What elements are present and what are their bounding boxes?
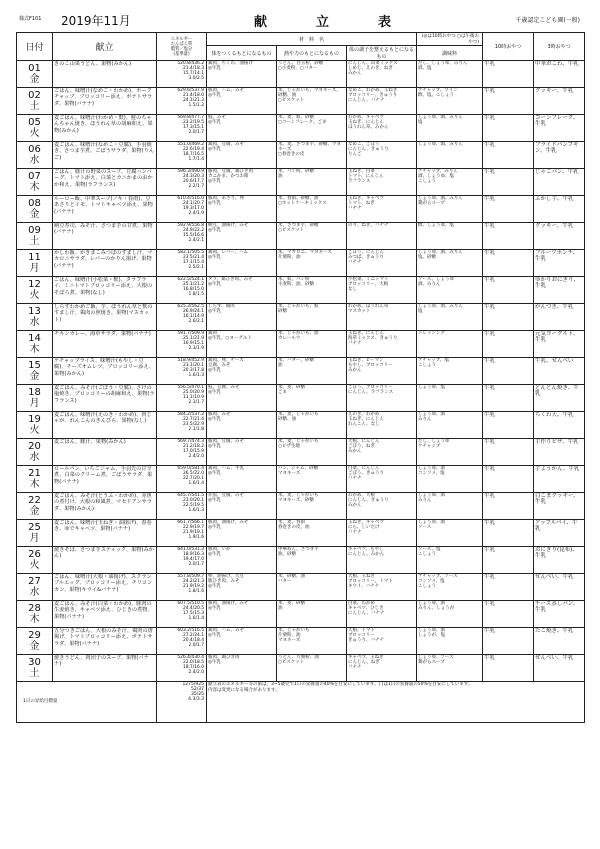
day-snack3: クッキー、牛乳 [534, 88, 585, 115]
menu-table [16, 32, 585, 723]
day-red-ingredients: 豚肉、油揚げ、みそ ◎牛乳 [207, 520, 277, 547]
day-yellow-ingredients: 米、さつま芋、砂糖 ○ビスケット [277, 223, 347, 250]
day-date-cell [17, 277, 53, 304]
day-snack10: 牛乳 [483, 88, 534, 115]
day-date-cell [17, 223, 53, 250]
day-snack3: フライドパンプキン、牛乳 [534, 142, 585, 169]
footer-label: 1日の昇給目標量 [17, 682, 157, 723]
day-green-ingredients: 白菜、わかめ キャベツ、ひじき にんじん、バナナ [347, 601, 417, 628]
menu-row [17, 223, 585, 250]
day-weekday: 水 [29, 317, 40, 328]
day-number: 11 [28, 252, 41, 263]
day-green-ingredients: 玉ねぎ、キャベツ トマト、ねぎ バナナ [347, 196, 417, 223]
day-date-cell [17, 655, 53, 682]
day-green-ingredients: キャベツ、もやし にんじん、みかん [347, 547, 417, 574]
day-date-cell [17, 169, 53, 196]
day-snack10: 牛乳 [483, 61, 534, 88]
day-snack3: 白ごまクッキー、牛乳 [534, 493, 585, 520]
day-weekday: 月 [29, 263, 40, 274]
day-seasoning: しょうゆ、酒 コンソメ、塩 [417, 466, 483, 493]
day-green-ingredients: 玉ねぎ、ピーマン もやし、ブロッコリー みかん [347, 358, 417, 385]
day-weekday: 土 [29, 101, 40, 112]
month-label: 2019年11月 [61, 14, 131, 28]
day-weekday: 水 [29, 452, 40, 463]
day-weekday: 金 [29, 371, 40, 382]
day-snack3: 手作りピザ、牛乳 [534, 439, 585, 466]
day-weekday: 土 [29, 668, 40, 679]
day-snack3: おにぎり(昆布)、牛乳 [534, 547, 585, 574]
day-snack10: 牛乳 [483, 574, 534, 601]
day-snack3: どんどん焼き、牛乳 [534, 385, 585, 412]
day-snack3: アップルパイ、牛乳 [534, 520, 585, 547]
day-snack3: じゃこパン、牛乳 [534, 169, 585, 196]
day-red-ingredients: しらす、鶏肉 ◎牛乳 [207, 304, 277, 331]
day-menu: ごはん、豚汁の野菜のスープ、豆腐ハンバーグ、トマト添え、白菜とカニかまのおかか和え、果物(ラフランス) [53, 169, 157, 196]
menu-row [17, 466, 585, 493]
day-number: 14 [28, 333, 41, 344]
menu-row [17, 601, 585, 628]
day-red-ingredients: 豚肉、いか ◎牛乳 [207, 547, 277, 574]
col-menu: 献立 [53, 33, 157, 61]
day-date-cell [17, 331, 53, 358]
day-snack10: 牛乳 [483, 493, 534, 520]
day-menu: ロールパン、いちごジャム、手羽先の甘辛煮、白菜のクリーム煮、ごぼうサラダ、果物(バナナ) [53, 466, 157, 493]
day-snack10: 牛乳 [483, 385, 534, 412]
day-snack10: 牛乳 [483, 277, 534, 304]
day-nutrition: 596.3/490.9 24.3/20.3 20.6/17.7 2.2/1.7 [157, 169, 207, 196]
day-green-ingredients: 大根、玉ねぎ ブロッコリー、トマト キウイ、バナナ [347, 574, 417, 601]
day-date-cell [17, 142, 53, 169]
day-snack10: 牛乳 [483, 196, 534, 223]
day-number: 19 [28, 414, 41, 425]
menu-row [17, 250, 585, 277]
day-snack3: ゆかりおにぎり、牛乳 [534, 277, 585, 304]
day-red-ingredients: 豚肉、豆腐、みそ ◎牛乳 [207, 439, 277, 466]
menu-row [17, 88, 585, 115]
day-seasoning: ケチャップ、ワイン 酢、塩、こしょう [417, 88, 483, 115]
day-snack3: 芋ようかん、牛乳 [534, 466, 585, 493]
day-weekday: 火 [29, 290, 40, 301]
day-date-cell [17, 466, 53, 493]
day-red-ingredients: 鮭、みそ ◎牛乳 [207, 115, 277, 142]
day-date-cell [17, 439, 53, 466]
day-yellow-ingredients: 米、じゃがいも、油 カレールウ [277, 331, 347, 358]
day-menu: ケチャップライス、味噌汁(もやし・豆腐)、チーズオムレツ、ブロッコリー添え、果物(みかん) [53, 358, 157, 385]
day-yellow-ingredients: 中華めん、さつま芋 油、砂糖 [277, 547, 347, 574]
menu-row [17, 115, 585, 142]
day-green-ingredients: 白菜、にんじん ごぼう、きゅうり バナナ [347, 466, 417, 493]
day-yellow-ingredients: 米、麦、じゃがいも 砂糖、油 [277, 412, 347, 439]
day-seasoning: 酢、しょうゆ、塩 [417, 223, 483, 250]
day-menu: 焼きそば、さつま芋スティック、果物(みかん) [53, 547, 157, 574]
day-green-ingredients: キャベツ、玉ねぎ にんじん、ねぎ バナナ [347, 655, 417, 682]
day-red-ingredients: 豚肉、みそ ◎牛乳 [207, 412, 277, 439]
day-snack3: 牛乳、せんべい [534, 358, 585, 385]
menu-row [17, 655, 585, 682]
day-red-ingredients: 鮭、豆腐、みそ ◎牛乳 [207, 385, 277, 412]
menu-row [17, 385, 585, 412]
day-red-ingredients: 豚肉、あさり、卵 ◎牛乳 [207, 196, 277, 223]
day-green-ingredients: 小松菜、ミニトマト ブロッコリー、大根 なし [347, 277, 417, 304]
day-nutrition: 625.3/562.5 26.9/24.1 16.1/14.9 2.6/2.1 [157, 304, 207, 331]
menu-row [17, 169, 585, 196]
day-nutrition: 610.4/516.0 24.1/20.7 19.3/17.0 2.4/1.9 [157, 196, 207, 223]
day-snack3: チーズ蒸しパン、牛乳 [534, 601, 585, 628]
day-red-ingredients: 鶏肉、卵、チーズ 豆腐、みそ ◎牛乳 [207, 358, 277, 385]
day-yellow-ingredients: 米、砂糖、油 バター [277, 574, 347, 601]
day-seasoning: しょうゆ、酒 みりん [417, 493, 483, 520]
col-date: 日付 [17, 33, 53, 61]
day-nutrition: 582.1/505.5 23.5/21.4 17.1/15.4 2.5/2.1 [157, 250, 207, 277]
menu-row [17, 61, 585, 88]
day-menu: 麦ごはん、豚汁、果物(みかん) [53, 439, 157, 466]
day-snack3: コーンフレーク、牛乳 [534, 115, 585, 142]
day-menu: 納豆寿司、みそ汁、さつま芋の甘煮、果物(バナナ) [53, 223, 157, 250]
day-date-cell [17, 493, 53, 520]
day-snack10: 牛乳 [483, 466, 534, 493]
day-snack10: 牛乳 [483, 655, 534, 682]
menu-row [17, 628, 585, 655]
day-nutrition: 592.9/556.8 24.9/22.2 15.5/16.6 2.4/2.1 [157, 223, 207, 250]
menu-row [17, 520, 585, 547]
day-yellow-ingredients: 米、麦、砂糖 油 [277, 601, 347, 628]
day-seasoning: ドレッシング [417, 331, 483, 358]
day-nutrition: 607.5/510.5 24.4/20.5 17.5/15.3 1.6/1.4 [157, 601, 207, 628]
day-red-ingredients: 鶏肉、レバー、ハム ◎牛乳 [207, 250, 277, 277]
day-menu: ごはん、味噌汁(大根・油揚げ)、スクランブルエッグ、ブロッコリー添え、チリコンカン、果物(キウイ&バナナ) [53, 574, 157, 601]
day-weekday: 火 [29, 425, 40, 436]
day-menu: 五分つきごはん、大根のみそ汁、鶏肉の唐揚げ、トマトブロッコリー添え、ポテトサラダ、果物(バナナ) [53, 628, 157, 655]
day-green-ingredients: 大根、トマト ブロッコリー きゅうり、バナナ [347, 628, 417, 655]
day-number: 01 [28, 63, 41, 74]
menu-body [17, 61, 585, 682]
day-yellow-ingredients: 米、麦、砂糖 ごま [277, 385, 347, 412]
day-red-ingredients: 卵、油揚げ、大豆 豚ひき肉、みそ ◎牛乳 [207, 574, 277, 601]
day-menu: かしわ飯、かきまこみつばのすまし汁、マカロニサラダ、レバーのかりん揚げ、果物(バナナ) [53, 250, 157, 277]
day-number: 21 [28, 468, 41, 479]
day-menu: 麦ごはん、みそ汁(白菜・わかめ)、豚肉の生姜焼き、キャベツ添え、ひじきの煮物、果物(バナナ) [53, 601, 157, 628]
col-red: 体をつくるもとになるもの [207, 46, 277, 61]
day-snack10: 牛乳 [483, 628, 534, 655]
day-weekday: 金 [29, 506, 40, 517]
day-menu: 麦ごはん、みそ汁(とうふ・わかめ)、赤魚の煮付け、大根の和風煮、マセドアンサラダ、果物(みかん) [53, 493, 157, 520]
menu-row [17, 142, 585, 169]
day-date-cell [17, 574, 53, 601]
day-snack10: 牛乳 [483, 331, 534, 358]
day-menu: ルーロー飯、中華スープ(ノキ・春雨)、豆あさりとイモ、トマトキャベツ添え、果物(バナナ) [53, 196, 157, 223]
day-number: 07 [28, 171, 41, 182]
menu-row [17, 412, 585, 439]
day-red-ingredients: 鶏肉 ◎牛乳、○ヨーグルト [207, 331, 277, 358]
day-menu: きのこ山菜うどん、果物(みかん) [53, 61, 157, 88]
day-green-ingredients: 玉ねぎ、にんじん 海草ミックス、きゅうり バナナ [347, 331, 417, 358]
day-nutrition: 584.2/537.2 22.7/21.4 23.5/22.9 2.1/1.8 [157, 412, 207, 439]
day-yellow-ingredients: 米、マカロニ、マヨネーズ 片栗粉、油 [277, 250, 347, 277]
day-seasoning: しょうゆ、酒、みりん [417, 142, 483, 169]
day-yellow-ingredients: 米、春雨、砂糖、油 ○ホットケーキミックス [277, 196, 347, 223]
day-number: 06 [28, 144, 41, 155]
day-nutrition: 526.4/430.4 22.0/18.5 18.7/16.0 2.4/2.0 [157, 655, 207, 682]
day-green-ingredients: えのき、わかめ 玉ねぎ、にんじん れんこん、なし [347, 412, 417, 439]
day-red-ingredients: 豚肉、油揚げ、みそ ◎牛乳 [207, 601, 277, 628]
day-snack3: クッキー、牛乳 [534, 223, 585, 250]
day-red-ingredients: 豚肉、豆腐、鶏ひき肉 カニかま、かつお節 ◎牛乳 [207, 169, 277, 196]
day-yellow-ingredients: 米、麦、麩、砂糖 ○コーンフレーク、ごま [277, 115, 347, 142]
day-snack3: せんべい、牛乳 [534, 574, 585, 601]
organization-name: 千歳認定こども園(一般) [515, 17, 580, 24]
day-snack10: 牛乳 [483, 547, 534, 574]
day-nutrition: 603.2/516.5 27.2/24.1 20.4/18.4 2.0/1.7 [157, 628, 207, 655]
menu-row [17, 439, 585, 466]
day-weekday: 土 [29, 236, 40, 247]
day-nutrition: 520.8/436.2 21.4/18.3 15.7/14.1 3.0/2.5 [157, 61, 207, 88]
footer-note: 献立表のエネルギー等の値は、3~5歳児で1日の栄養量の40%を目安にしています。( )は1日の栄養量の50%を目安にしています。 内容は変更になる場合があります。 [207, 682, 585, 723]
day-green-ingredients: なめこ、ごぼう にんじん、きゅうり りんご [347, 142, 417, 169]
col-snack3: 3時おやつ [534, 33, 585, 61]
day-green-ingredients: ごぼう、にんじん みつば、きゅうり バナナ [347, 250, 417, 277]
day-snack3: ふかし芋、牛乳 [534, 196, 585, 223]
col-seasoning: 調味料 [417, 46, 483, 61]
day-nutrition: 629.6/537.9 21.4/18.0 24.1/21.3 1.5/1.2 [157, 88, 207, 115]
day-yellow-ingredients: 米、じゃがいも 片栗粉、油 マヨネーズ [277, 628, 347, 655]
day-menu: 麦ごはん、味噌汁(なめこ・豆腐)、手羽焼き、さつま芋煮、ごぼうサラダ、果物(りんご) [53, 142, 157, 169]
day-green-ingredients: なめこ、わかめ、玉ねぎ ブロッコリー、きゅうり にんじん、バナナ [347, 88, 417, 115]
menu-row [17, 196, 585, 223]
day-red-ingredients: 鶏肉、ハム、牛乳 ◎牛乳 [207, 466, 277, 493]
day-weekday: 木 [29, 182, 40, 193]
day-nutrition: 591.7/509.9 25.1/21.9 16.9/15.1 2.3/1.9 [157, 331, 207, 358]
day-yellow-ingredients: 米、麦、じゃがいも ○ピザ生地 [277, 439, 347, 466]
day-weekday: 木 [29, 479, 40, 490]
day-snack10: 牛乳 [483, 304, 534, 331]
day-date-cell [17, 520, 53, 547]
day-date-cell [17, 250, 53, 277]
day-nutrition: 569.7/474.3 21.2/18.2 17.0/15.9 2.4/2.0 [157, 439, 207, 466]
day-green-ingredients: わかめ、キャベツ 玉ねぎ、にんじん ほうれん草、みかん [347, 115, 417, 142]
day-nutrition: 518.9/452.9 23.1/20.1 20.3/17.8 1.6/1.3 [157, 358, 207, 385]
day-seasoning: しょうゆ、塩 [417, 385, 483, 412]
day-weekday: 木 [29, 614, 40, 625]
page-header [16, 10, 584, 32]
day-menu: 麦ごはん、味噌汁(わかめ・麩)、鮭のちゃんちゃん焼き、ほうれん草の胡麻和え、果物(みかん) [53, 115, 157, 142]
day-seasoning: ケチャップ、みりん 酒、しょうゆ、塩 こしょう [417, 169, 483, 196]
day-red-ingredients: 鶏肉、ハム、みそ ◎牛乳 [207, 628, 277, 655]
day-menu: ごはん、味噌汁(小松菜・麩)、タラフライ、ミニトマトブロッコリー添え、大根のそぼろ煮、果物(なし) [53, 277, 157, 304]
day-snack10: 牛乳 [483, 115, 534, 142]
day-yellow-ingredients: 米、じゃがいも、マヨネーズ、砂糖、油 ○ビスケット [277, 88, 347, 115]
col-energy: エネルギー たんぱく質 脂質／塩分 (基準量) [157, 33, 207, 61]
day-yellow-ingredients: うどん、白玉粉、砂糖 ○小麦粉、○バター [277, 61, 347, 88]
day-yellow-ingredients: 米、バター、砂糖 油 [277, 358, 347, 385]
day-number: 20 [28, 441, 41, 452]
footer-row [17, 682, 585, 723]
day-red-ingredients: 豚肉、ハム、みそ ◎牛乳 [207, 88, 277, 115]
day-number: 29 [28, 630, 41, 641]
day-weekday: 火 [29, 128, 40, 139]
day-red-ingredients: 鶏肉、ちくわ、油揚げ ◎牛乳 [207, 61, 277, 88]
day-weekday: 月 [29, 533, 40, 544]
day-number: 18 [28, 387, 41, 398]
day-nutrition: 622.5/524.1 25.1/21.2 16.8/15.0 1.8/1.5 [157, 277, 207, 304]
day-date-cell [17, 412, 53, 439]
col-green: 体の調子を整えるもとになるもの [347, 46, 417, 61]
day-snack10: 牛乳 [483, 601, 534, 628]
col-snack10: 10時おやつ [483, 33, 534, 61]
day-seasoning: ソース、しょうゆ 酒、みりん [417, 277, 483, 304]
day-seasoning: ケチャップ、ソース コンソメ、塩 こしょう [417, 574, 483, 601]
day-date-cell [17, 115, 53, 142]
day-weekday: 金 [29, 74, 40, 85]
day-nutrition: 551.0/469.2 22.6/19.4 18.7/16.5 1.7/1.4 [157, 142, 207, 169]
day-number: 02 [28, 90, 41, 101]
day-nutrition: 645.7/541.5 23.0/20.1 22.5/19.5 1.6/1.3 [157, 493, 207, 520]
day-green-ingredients: 玉ねぎ、キャベツ にら、しいたけ バナナ [347, 520, 417, 547]
menu-row [17, 547, 585, 574]
day-date-cell [17, 628, 53, 655]
day-weekday: 水 [29, 587, 40, 598]
day-number: 08 [28, 198, 41, 209]
menu-row [17, 574, 585, 601]
day-seasoning: しょうゆ、酒 ソース [417, 520, 483, 547]
day-snack10: 牛乳 [483, 169, 534, 196]
day-nutrition: 556.5/470.1 25.0/20.9 11.1/10.9 2.1/1.7 [157, 385, 207, 412]
day-red-ingredients: 赤魚、豆腐、みそ ◎牛乳 [207, 493, 277, 520]
day-red-ingredients: 鶏肉、豆腐、みそ ◎牛乳 [207, 142, 277, 169]
day-number: 15 [28, 360, 41, 371]
day-weekday: 水 [29, 155, 40, 166]
day-snack3: せんべい、牛乳 [534, 655, 585, 682]
day-red-ingredients: 豚肉、鶏ひき肉 ◎牛乳 [207, 655, 277, 682]
day-seasoning: しょうゆ、酒 しょうが、塩 [417, 628, 483, 655]
day-number: 22 [28, 495, 41, 506]
day-green-ingredients: のり、ねぎ、バナナ [347, 223, 417, 250]
day-weekday: 金 [29, 209, 40, 220]
form-number: 様式F101 [19, 16, 42, 22]
day-seasoning: しょうゆ、酒、みりん 塩 [417, 115, 483, 142]
day-number: 12 [28, 279, 41, 290]
day-date-cell [17, 88, 53, 115]
day-yellow-ingredients: うどん、片栗粉、油 ○ビスケット [277, 655, 347, 682]
day-green-ingredients: 大根、にんじん ごぼう、ねぎ みかん [347, 439, 417, 466]
day-date-cell [17, 358, 53, 385]
menu-row [17, 493, 585, 520]
menu-row [17, 277, 585, 304]
day-yellow-ingredients: 米、麩、パン粉 小麦粉、油、砂糖 [277, 277, 347, 304]
day-seasoning: しょうゆ、酒、みりん 塩、砂糖 [417, 250, 483, 277]
day-weekday: 火 [29, 560, 40, 571]
day-seasoning: しょうゆ、酒 みりん、しょうが [417, 601, 483, 628]
day-green-ingredients: わかめ、大根 にんじん、きゅうり みかん [347, 493, 417, 520]
day-green-ingredients: ごぼう、ブロッコリー にんじん、ラフランス [347, 385, 417, 412]
day-nutrition: 569.8/477.7 23.2/19.5 17.3/15.1 2.0/1.7 [157, 115, 207, 142]
day-number: 05 [28, 117, 41, 128]
col-legend: (◎は10時おやつ ○は午後おやつ) [417, 33, 483, 46]
day-yellow-ingredients: 米、パン粉、砂糖 油 [277, 169, 347, 196]
day-number: 30 [28, 657, 41, 668]
day-menu: 麦ごはん、みそ汁(ごぼう・豆腐)、さけの塩焼き、ブロッコリーの胡麻和え、果物(ラフランス) [53, 385, 157, 412]
day-snack10: 牛乳 [483, 142, 534, 169]
day-date-cell [17, 304, 53, 331]
day-green-ingredients: にんじん、山菜ミックス しめじ、えのき、ねぎ みかん [347, 61, 417, 88]
day-snack3: がんづき、牛乳 [534, 304, 585, 331]
day-snack3: フルーツポンチ、牛乳 [534, 250, 585, 277]
day-seasoning: だし、しょうゆ、みりん 酒、塩 [417, 61, 483, 88]
day-date-cell [17, 196, 53, 223]
day-snack10: 牛乳 [483, 412, 534, 439]
day-yellow-ingredients: 米、麦、さつま芋、砂糖、マヨネーズ ○春巻きの皮 [277, 142, 347, 169]
day-menu: チキンカレー、海草サラダ、果物(バナナ) [53, 331, 157, 358]
day-red-ingredients: 納豆、油揚げ、みそ ◎牛乳 [207, 223, 277, 250]
menu-row [17, 304, 585, 331]
day-snack3: 元気ヨーグルト、牛乳 [534, 331, 585, 358]
day-snack3: たこ焼き、牛乳 [534, 628, 585, 655]
day-yellow-ingredients: 米、麦、春雨 春巻きの皮、油 [277, 520, 347, 547]
day-menu: しらすわかめご飯、芋、ほうれん草と麩のすまし汁、鶏肉の照焼き、果物(マスカット) [53, 304, 157, 331]
day-snack10: 牛乳 [483, 358, 534, 385]
day-number: 28 [28, 603, 41, 614]
day-seasoning: ソース、塩 こしょう [417, 547, 483, 574]
day-menu: 麦ごはん、味噌汁(えのき・わかめ)、肉じゃが、れんこんのきんぴら、果物(なし) [53, 412, 157, 439]
day-date-cell [17, 385, 53, 412]
day-snack3: 中華おこわ、牛乳 [534, 61, 585, 88]
day-snack3: ちくわ天、牛乳 [534, 412, 585, 439]
page-title: 献 立 表 [254, 15, 410, 30]
col-yellow: 熱や力のもとになるもの [277, 46, 347, 61]
day-nutrition: 641.0/531.3 18.9/16.3 19.4/17.0 2.0/1.7 [157, 547, 207, 574]
day-date-cell [17, 601, 53, 628]
day-seasoning: ケチャップ、塩 こしょう [417, 358, 483, 385]
day-yellow-ingredients: 米、麦、じゃがいも マヨネーズ、砂糖 [277, 493, 347, 520]
day-weekday: 金 [29, 641, 40, 652]
day-green-ingredients: わかめ、ほうれん草 マスカット [347, 304, 417, 331]
day-number: 25 [28, 522, 41, 533]
day-menu: 焼きうどん、肉団子のスープ、果物(バナナ) [53, 655, 157, 682]
day-nutrition: 661.7/566.1 22.9/19.7 21.9/19.1 1.9/1.6 [157, 520, 207, 547]
day-menu: ごはん、味噌汁(なめこ・わかめ)、ポークチャップ、ブロッコリー添え、ポテトサラダ、果物(バナナ) [53, 88, 157, 115]
day-number: 26 [28, 549, 41, 560]
day-seasoning: しょうゆ、酒 みりん [417, 412, 483, 439]
day-yellow-ingredients: 米、じゃがいも、麩 砂糖 [277, 304, 347, 331]
day-nutrition: 557.8/509.7 24.2/21.3 21.9/19.2 1.8/1.6 [157, 574, 207, 601]
day-date-cell [17, 547, 53, 574]
footer-nutrition: 1275/925 52/37 35/25 4.3/3.3 [157, 682, 207, 723]
day-nutrition: 659.0/581.4 26.5/22.0 22.7/20.1 1.6/1.4 [157, 466, 207, 493]
day-number: 09 [28, 225, 41, 236]
day-seasoning: しょうゆ、ソース 鶏がらスープ [417, 655, 483, 682]
col-ingredients: 材 料 名 [207, 33, 417, 46]
day-weekday: 月 [29, 398, 40, 409]
day-yellow-ingredients: パン、ジャム、砂糖 マヨネーズ [277, 466, 347, 493]
menu-row [17, 358, 585, 385]
day-menu: 麦ごはん、味噌汁(玉ねぎ・油揚げ)、春巻き、ゆでキャベツ、果物(バナナ) [53, 520, 157, 547]
day-date-cell [17, 61, 53, 88]
day-seasoning: だし、しょうゆ ケチャップ [417, 439, 483, 466]
day-red-ingredients: タラ、鶏ひき肉、みそ ◎牛乳 [207, 277, 277, 304]
day-seasoning: しょうゆ、酒、みりん 塩 [417, 304, 483, 331]
day-snack10: 牛乳 [483, 439, 534, 466]
menu-row [17, 331, 585, 358]
day-weekday: 木 [29, 344, 40, 355]
day-number: 27 [28, 576, 41, 587]
day-number: 13 [28, 306, 41, 317]
day-snack10: 牛乳 [483, 520, 534, 547]
day-snack10: 牛乳 [483, 250, 534, 277]
day-snack10: 牛乳 [483, 223, 534, 250]
day-seasoning: しょうゆ、酒、みりん 鶏がらスープ [417, 196, 483, 223]
day-green-ingredients: 玉ねぎ、白菜 トマト、にんじん ラフランス [347, 169, 417, 196]
